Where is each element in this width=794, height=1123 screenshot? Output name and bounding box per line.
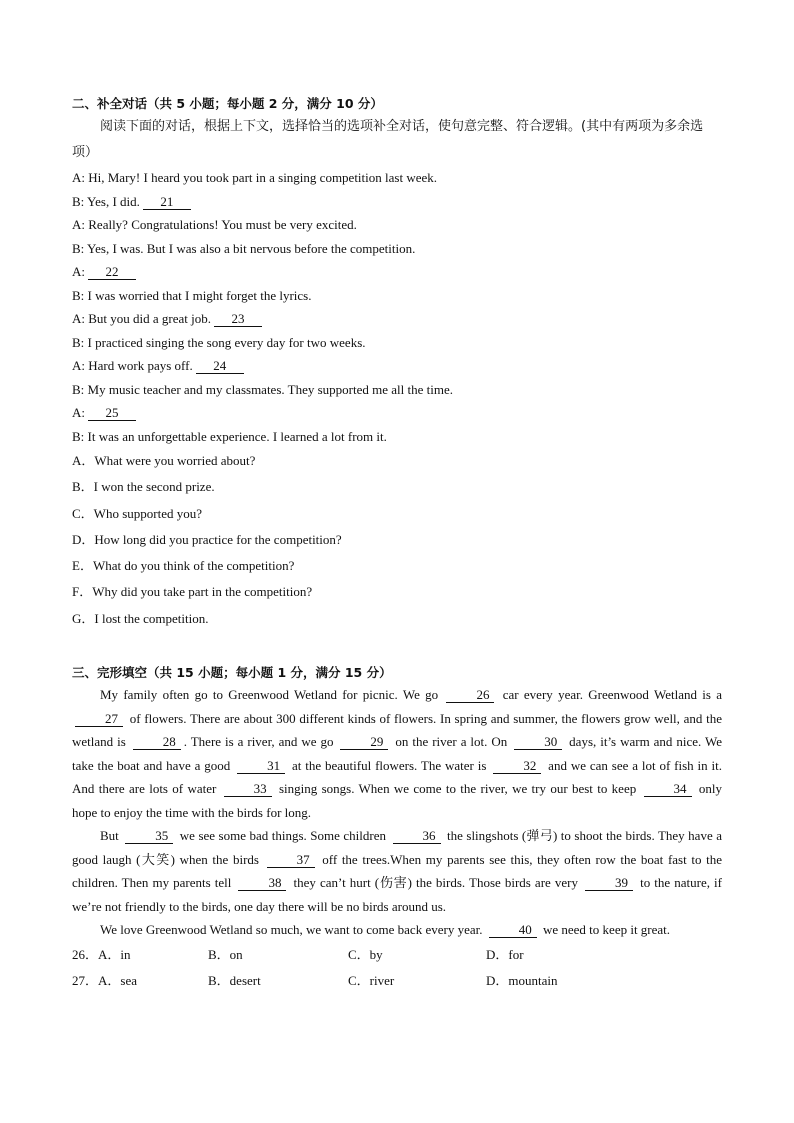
option-item: C．Who supported you? [72, 505, 202, 521]
dialogue-text: B: I was worried that I might forget the lyrics. [72, 287, 312, 303]
dialogue-text: B: I practiced singing the song every day for two weeks. [72, 334, 366, 350]
cloze-blank[interactable]: 26 [446, 688, 494, 703]
dialogue-text: A: Really? Congratulations! You must be very excited. [72, 217, 357, 232]
cloze-blank[interactable]: 32 [493, 759, 541, 774]
cloze-paragraph-2 [72, 824, 722, 918]
cloze-text: we see some bad things. Some children [176, 828, 390, 844]
answer-options [72, 448, 722, 632]
answer-blank[interactable]: 24 [196, 359, 244, 374]
cloze-choices [72, 942, 722, 994]
cloze-paragraph-3 [72, 918, 722, 942]
cloze-text: on the river a lot. On [391, 734, 512, 750]
cloze-blank[interactable]: 40 [489, 923, 537, 938]
cloze-blank[interactable]: 28 [133, 735, 181, 750]
cloze-blank[interactable]: 39 [585, 876, 633, 891]
cloze-text: days, it’s warm and nice. We take the boat and have a good [72, 734, 722, 773]
exam-page [72, 94, 722, 994]
cloze-blank[interactable]: 27 [75, 712, 123, 727]
choice-c: C．river [348, 972, 395, 988]
option-item: E．What do you think of the competition? [72, 558, 295, 574]
option-item: B．I won the second prize. [72, 479, 215, 495]
cloze-blank[interactable]: 30 [514, 735, 562, 750]
dialogue-text: B: My music teacher and my classmates. They supported me all the time. [72, 381, 453, 397]
dialogue-line [72, 237, 722, 261]
cloze-blank[interactable]: 29 [340, 735, 388, 750]
dialogue-line [72, 354, 722, 378]
dialogue-line [72, 213, 722, 237]
choice-d: D．mountain [486, 972, 558, 988]
dialogue-line [72, 378, 722, 402]
choice-b: B．desert [208, 972, 261, 988]
option-item: A．What were you worried about? [72, 453, 256, 468]
answer-blank[interactable]: 23 [214, 312, 262, 327]
cloze-paragraph-1 [72, 683, 722, 824]
dialogue-line [72, 166, 722, 190]
cloze-text: singing songs. When we come to the river, we try our best to keep [274, 781, 641, 797]
dialogue-text: A: [72, 264, 85, 279]
choice-row [72, 968, 722, 994]
answer-blank[interactable]: 22 [88, 265, 136, 280]
cloze-blank[interactable]: 34 [644, 782, 692, 797]
dialogue-text: B: Yes, I did. [72, 193, 140, 209]
cloze-text: and we can see a lot of fish in it. And there are lots of water [72, 757, 723, 797]
cloze-text: car every year. Greenwood Wetland is a [497, 687, 723, 703]
answer-blank[interactable]: 21 [143, 195, 191, 210]
dialogue-line [72, 425, 722, 449]
section2-title: 二、补全对话（共 5 小题；每小题 2 分，满分 10 分） [72, 96, 383, 111]
dialogue-text: A: [72, 405, 85, 420]
cloze-text: the slingshots (弹弓) to shoot the birds. They have a good laugh (大笑) when the birds [72, 828, 722, 867]
choice-c: C．by [348, 946, 383, 962]
cloze-blank[interactable]: 33 [224, 782, 272, 797]
option-item: F．Why did you take part in the competition? [72, 584, 313, 600]
cloze-text: only hope to enjoy the time with the birds for long. [72, 781, 722, 820]
dialogue-line [72, 307, 722, 331]
dialogue-line [72, 284, 722, 308]
cloze-text: at the beautiful flowers. The water is [288, 757, 491, 773]
option-item: D．How long did you practice for the competition? [72, 531, 342, 547]
dialogue-text: B: Yes, I was. But I was also a bit nervous before the competition. [72, 240, 416, 256]
cloze-text: to the nature, if we’re not friendly to the birds, one day there will be no birds around us. [72, 875, 722, 914]
choice-b: B．on [208, 946, 243, 962]
cloze-blank[interactable]: 37 [267, 853, 315, 868]
cloze-text: of flowers. There are about 300 different kinds of flowers. In spring and summer, the flowers grow well, and the wetland is [72, 710, 722, 750]
dialogue-text: A: But you did a great job. [72, 311, 212, 326]
choice-a: 26．A．in [72, 946, 131, 962]
cloze-blank[interactable]: 35 [125, 829, 173, 844]
choice-row [72, 942, 722, 968]
section2-instruction: 阅读下面的对话，根据上下文，选择恰当的选项补全对话，使句意完整、符合逻辑。(其中有两项为多余选项） [72, 119, 704, 160]
cloze-text: off the trees.When my parents see this, they often row the boat fast to the children. Then my parents tell [72, 851, 722, 891]
dialogue-line [72, 331, 722, 355]
dialogue-text: B: It was an unforgettable experience. I learned a lot from it. [72, 428, 387, 444]
dialogue-line [72, 260, 722, 284]
answer-blank[interactable]: 25 [88, 406, 136, 421]
cloze-text: . There is a river, and we go [183, 734, 338, 750]
dialogue-text: A: Hard work pays off. [72, 358, 193, 373]
dialogue-line [72, 401, 722, 425]
dialogue [72, 166, 722, 448]
cloze-blank[interactable]: 38 [238, 876, 286, 891]
dialogue-line [72, 190, 722, 214]
cloze-text: We love Greenwood Wetland so much, we want to come back every year. [100, 922, 486, 938]
section3-title: 三、完形填空（共 15 小题；每小题 1 分，满分 15 分） [72, 665, 392, 681]
cloze-text: But [100, 828, 123, 844]
choice-d: D．for [486, 946, 524, 962]
cloze-blank[interactable]: 36 [393, 829, 441, 844]
dialogue-text: A: Hi, Mary! I heard you took part in a singing competition last week. [72, 170, 438, 185]
cloze-text: we need to keep it great. [539, 922, 671, 938]
option-item: G．I lost the competition. [72, 610, 209, 626]
cloze-text: they can’t hurt (伤害) the birds. Those birds are very [289, 875, 583, 891]
cloze-blank[interactable]: 31 [237, 759, 285, 774]
choice-a: 27．A．sea [72, 972, 137, 988]
cloze-text: My family often go to Greenwood Wetland for picnic. We go [100, 687, 444, 703]
